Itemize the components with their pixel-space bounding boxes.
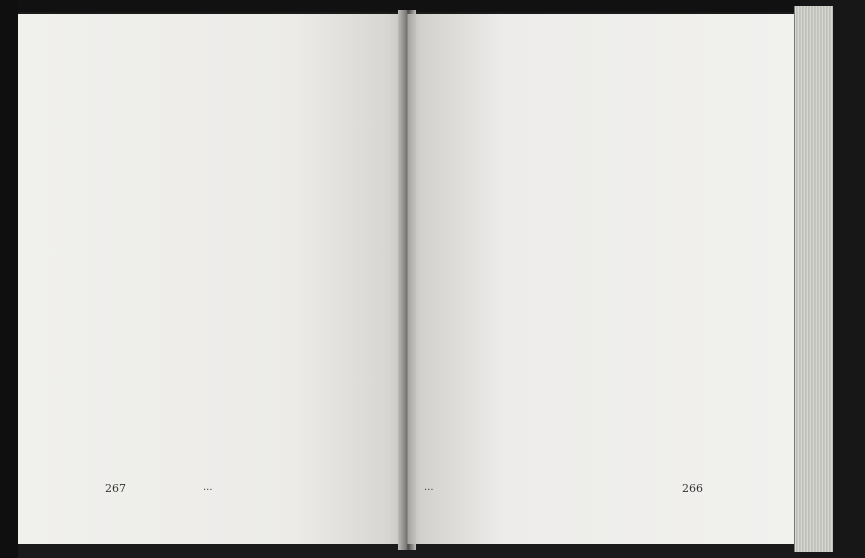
book-gutter [398,10,416,550]
left-page [18,14,412,544]
background-left [0,0,18,558]
right-page [406,14,794,544]
right-running-head: ... [424,482,434,493]
left-running-head: ... [203,482,213,493]
background-top [0,0,865,12]
right-page-number: 266 [682,482,703,495]
page-edges [794,6,833,552]
left-page-number: 267 [105,482,126,495]
